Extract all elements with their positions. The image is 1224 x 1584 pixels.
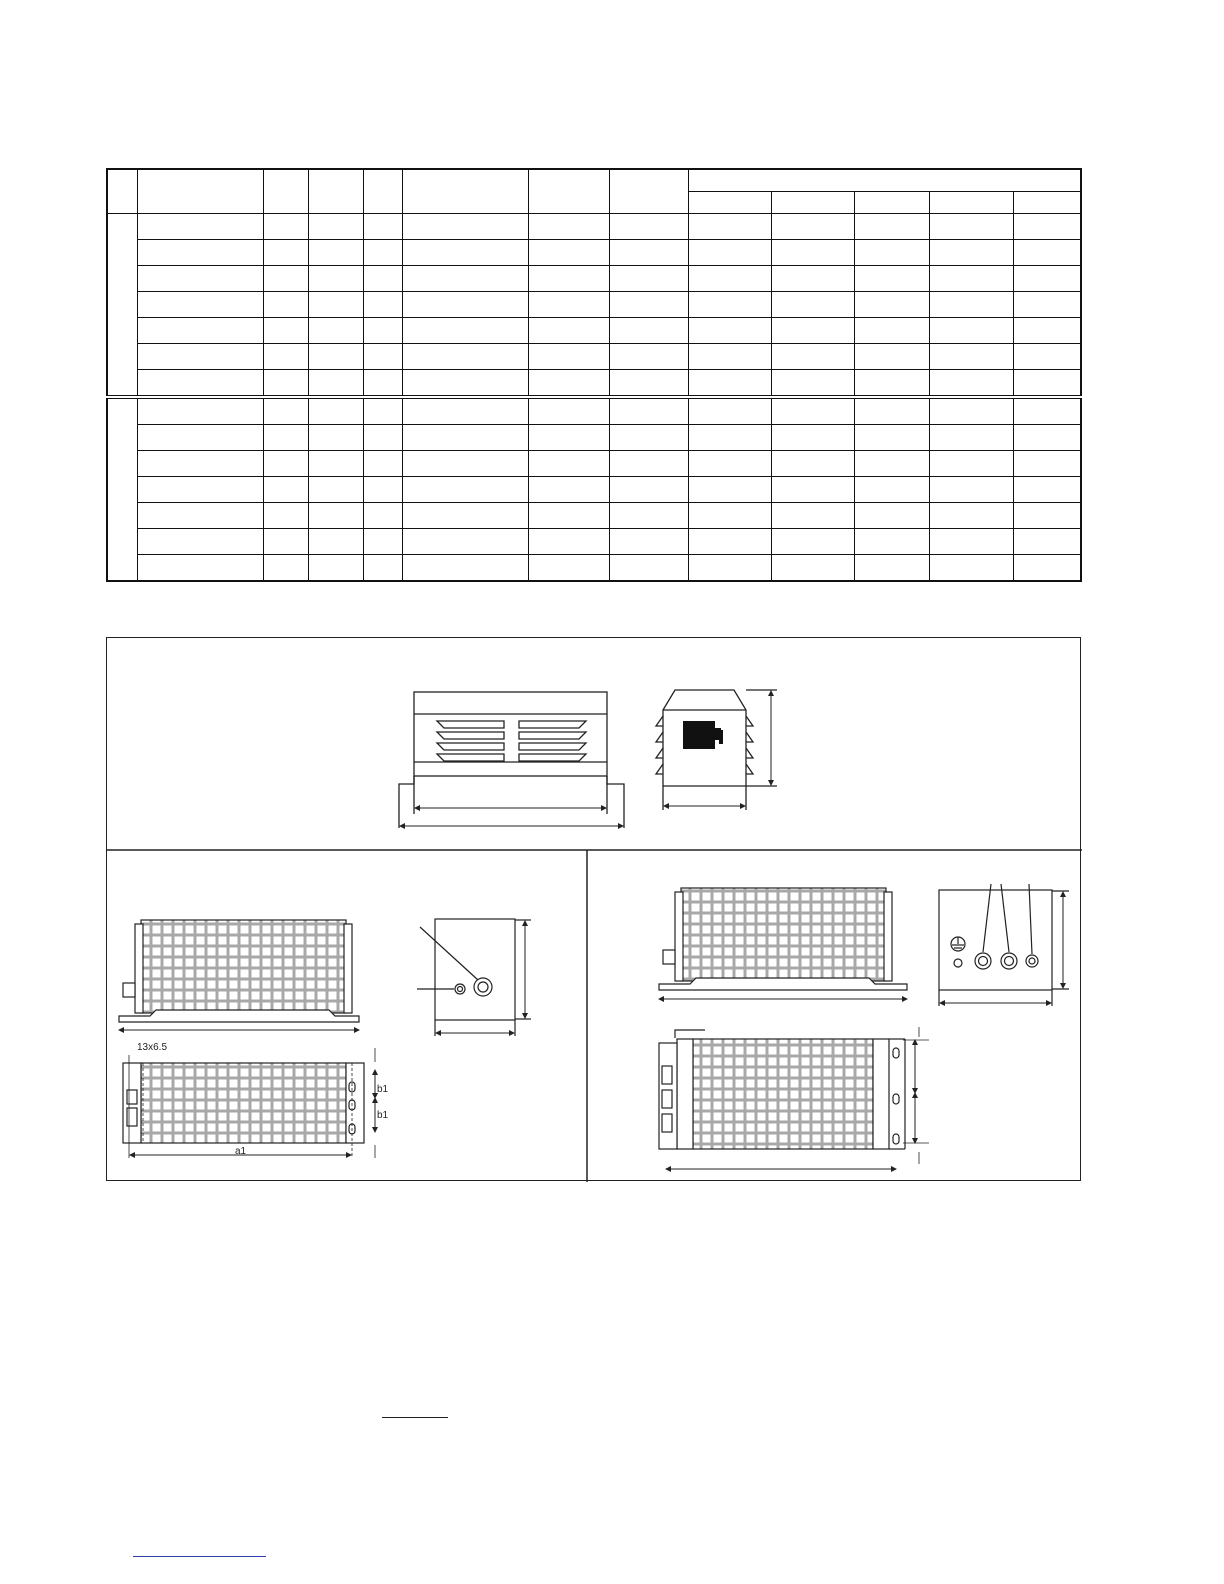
- table-cell: [528, 213, 609, 239]
- table-cell: [771, 450, 854, 476]
- table-cell: [263, 528, 308, 554]
- table-cell: [771, 213, 854, 239]
- table-cell: [308, 369, 363, 397]
- table-cell: [308, 265, 363, 291]
- table-cell: [402, 554, 528, 581]
- table-cell: [263, 343, 308, 369]
- table-cell: [308, 476, 363, 502]
- header-cell: [609, 169, 688, 213]
- table-row: [107, 265, 1081, 291]
- table-cell: [528, 369, 609, 397]
- table-cell: [609, 424, 688, 450]
- table-cell: [929, 397, 1013, 425]
- table-cell: [137, 554, 263, 581]
- table-cell: [929, 343, 1013, 369]
- table-cell: [688, 397, 771, 425]
- table-cell: [609, 265, 688, 291]
- table-cell: [688, 424, 771, 450]
- table-cell: [1013, 343, 1081, 369]
- table-cell: [308, 291, 363, 317]
- header-cell: [402, 169, 528, 213]
- table-cell: [363, 369, 402, 397]
- mesh-resistor-end-right: [939, 884, 1069, 1006]
- table-cell: [363, 476, 402, 502]
- table-cell: [688, 528, 771, 554]
- table-cell: [402, 291, 528, 317]
- subheader-cell: [929, 191, 1013, 213]
- table-cell: [854, 343, 929, 369]
- table-cell: [137, 265, 263, 291]
- table-cell: [528, 476, 609, 502]
- table-cell: [771, 397, 854, 425]
- table-cell: [363, 239, 402, 265]
- table-cell: [263, 369, 308, 397]
- table-cell: [688, 502, 771, 528]
- table-cell: [263, 317, 308, 343]
- table-cell: [263, 291, 308, 317]
- table-cell: [528, 554, 609, 581]
- table-cell: [609, 476, 688, 502]
- table-cell: [688, 291, 771, 317]
- table-cell: [308, 554, 363, 581]
- table-cell: [771, 554, 854, 581]
- table-cell: [854, 424, 929, 450]
- table-cell: [308, 450, 363, 476]
- slot-size-label: 13x6.5: [137, 1042, 168, 1053]
- group-label-cell: [107, 213, 137, 397]
- table-cell: [137, 528, 263, 554]
- table-cell: [402, 265, 528, 291]
- subheader-cell: [688, 191, 771, 213]
- table-row: [107, 528, 1081, 554]
- table-cell: [402, 317, 528, 343]
- table-cell: [688, 554, 771, 581]
- table-cell: [688, 476, 771, 502]
- table-cell: [1013, 265, 1081, 291]
- table-cell: [363, 554, 402, 581]
- subheader-cell: [854, 191, 929, 213]
- table-cell: [854, 213, 929, 239]
- table-cell: [609, 343, 688, 369]
- table-cell: [363, 317, 402, 343]
- mesh-resistor-side-right: [659, 888, 907, 990]
- table-cell: [854, 528, 929, 554]
- table-cell: [308, 502, 363, 528]
- table-cell: [137, 450, 263, 476]
- table-cell: [771, 369, 854, 397]
- table-cell: [137, 476, 263, 502]
- mesh-resistor-plan-right: [659, 1030, 905, 1149]
- table-cell: [308, 213, 363, 239]
- header-group-cell: [688, 169, 1081, 191]
- table-row: [107, 476, 1081, 502]
- table-row: [107, 291, 1081, 317]
- table-cell: [854, 369, 929, 397]
- table-cell: [771, 265, 854, 291]
- table-cell: [308, 424, 363, 450]
- table-cell: [263, 239, 308, 265]
- table-cell: [929, 554, 1013, 581]
- table-cell: [528, 502, 609, 528]
- table-cell: [263, 502, 308, 528]
- table-cell: [688, 239, 771, 265]
- table-cell: [929, 502, 1013, 528]
- table-cell: [137, 502, 263, 528]
- table-cell: [363, 450, 402, 476]
- table-cell: [609, 554, 688, 581]
- table-cell: [1013, 213, 1081, 239]
- table-cell: [263, 397, 308, 425]
- technical-drawing: [107, 638, 1082, 1182]
- table-cell: [528, 397, 609, 425]
- table-cell: [609, 213, 688, 239]
- table-row: [107, 502, 1081, 528]
- table-row: [107, 424, 1081, 450]
- table-cell: [308, 528, 363, 554]
- table-cell: [402, 343, 528, 369]
- table-cell: [137, 317, 263, 343]
- header-cell: [137, 169, 263, 213]
- table-cell: [854, 317, 929, 343]
- table-cell: [308, 239, 363, 265]
- table-cell: [308, 343, 363, 369]
- table-cell: [854, 265, 929, 291]
- table-cell: [528, 317, 609, 343]
- table-cell: [688, 213, 771, 239]
- table-cell: [402, 476, 528, 502]
- table-cell: [609, 502, 688, 528]
- table-cell: [137, 397, 263, 425]
- table-cell: [363, 291, 402, 317]
- table-cell: [528, 343, 609, 369]
- table-cell: [402, 213, 528, 239]
- table-cell: [1013, 369, 1081, 397]
- table-cell: [771, 424, 854, 450]
- table-cell: [363, 343, 402, 369]
- table-cell: [771, 502, 854, 528]
- table-cell: [528, 450, 609, 476]
- table-row: [107, 450, 1081, 476]
- subheader-cell: [771, 191, 854, 213]
- table-row: [107, 369, 1081, 397]
- table-cell: [363, 424, 402, 450]
- table-cell: [929, 291, 1013, 317]
- subheader-cell: [1013, 191, 1081, 213]
- table-cell: [688, 343, 771, 369]
- table-cell: [263, 450, 308, 476]
- a1-label: a1: [235, 1146, 247, 1157]
- drawings-panel: [106, 637, 1081, 1181]
- table-cell: [771, 476, 854, 502]
- table-cell: [854, 239, 929, 265]
- header-cell: [263, 169, 308, 213]
- table-cell: [263, 476, 308, 502]
- table-cell: [688, 450, 771, 476]
- table-cell: [854, 502, 929, 528]
- table-cell: [929, 213, 1013, 239]
- table-cell: [609, 239, 688, 265]
- table-cell: [1013, 397, 1081, 425]
- b1-lower-label: b1: [377, 1110, 389, 1121]
- mesh-resistor-end-left: [417, 919, 531, 1036]
- table-cell: [929, 450, 1013, 476]
- table-cell: [771, 291, 854, 317]
- header-cell: [107, 169, 137, 213]
- table-cell: [929, 476, 1013, 502]
- louvered-housing-side: [656, 690, 777, 810]
- table-cell: [402, 424, 528, 450]
- table-cell: [929, 424, 1013, 450]
- table-row: [107, 343, 1081, 369]
- table-cell: [688, 265, 771, 291]
- table-cell: [137, 291, 263, 317]
- table-row: [107, 397, 1081, 425]
- table-cell: [263, 265, 308, 291]
- table-cell: [929, 265, 1013, 291]
- table-cell: [1013, 554, 1081, 581]
- mesh-resistor-side-left: [119, 920, 359, 1022]
- table-cell: [1013, 291, 1081, 317]
- header-cell: [363, 169, 402, 213]
- table-row: [107, 213, 1081, 239]
- table-cell: [854, 450, 929, 476]
- table-cell: [1013, 239, 1081, 265]
- table-cell: [771, 528, 854, 554]
- table-cell: [528, 239, 609, 265]
- table-cell: [363, 397, 402, 425]
- footer-link-underline[interactable]: [133, 1556, 266, 1557]
- table-cell: [1013, 528, 1081, 554]
- spec-table: [106, 168, 1082, 582]
- table-cell: [528, 265, 609, 291]
- table-cell: [854, 291, 929, 317]
- table-cell: [402, 369, 528, 397]
- table-cell: [363, 528, 402, 554]
- table-cell: [402, 502, 528, 528]
- b1-upper-label: b1: [377, 1084, 389, 1095]
- table-cell: [929, 317, 1013, 343]
- table-cell: [402, 450, 528, 476]
- table-row: [107, 317, 1081, 343]
- table-row: [107, 239, 1081, 265]
- table-cell: [402, 528, 528, 554]
- table-cell: [528, 424, 609, 450]
- group-label-cell: [107, 397, 137, 581]
- table-cell: [771, 239, 854, 265]
- table-cell: [137, 369, 263, 397]
- table-cell: [688, 369, 771, 397]
- footer-underline: [382, 1417, 448, 1418]
- table-cell: [363, 265, 402, 291]
- table-cell: [609, 397, 688, 425]
- table-cell: [929, 239, 1013, 265]
- table-cell: [308, 397, 363, 425]
- table-cell: [1013, 476, 1081, 502]
- table-header-row: [107, 169, 1081, 191]
- table-cell: [609, 317, 688, 343]
- table-cell: [771, 317, 854, 343]
- table-cell: [363, 502, 402, 528]
- table-cell: [137, 213, 263, 239]
- table-cell: [609, 291, 688, 317]
- table-cell: [854, 397, 929, 425]
- table-cell: [137, 343, 263, 369]
- table-cell: [1013, 450, 1081, 476]
- table-cell: [263, 424, 308, 450]
- table-cell: [609, 528, 688, 554]
- table-cell: [771, 343, 854, 369]
- table-cell: [609, 450, 688, 476]
- mesh-resistor-plan-left: [123, 1063, 364, 1158]
- table-cell: [688, 317, 771, 343]
- table-cell: [929, 369, 1013, 397]
- table-row: [107, 554, 1081, 581]
- table-cell: [363, 213, 402, 239]
- table-cell: [854, 554, 929, 581]
- table-cell: [137, 239, 263, 265]
- table-cell: [402, 239, 528, 265]
- table-cell: [402, 397, 528, 425]
- table-cell: [1013, 502, 1081, 528]
- table-cell: [1013, 317, 1081, 343]
- table-cell: [1013, 424, 1081, 450]
- table-cell: [263, 213, 308, 239]
- table-cell: [263, 554, 308, 581]
- table-cell: [609, 369, 688, 397]
- table-cell: [854, 476, 929, 502]
- header-cell: [308, 169, 363, 213]
- table-cell: [528, 291, 609, 317]
- header-cell: [528, 169, 609, 213]
- table-cell: [137, 424, 263, 450]
- table-cell: [929, 528, 1013, 554]
- table-cell: [528, 528, 609, 554]
- table-cell: [308, 317, 363, 343]
